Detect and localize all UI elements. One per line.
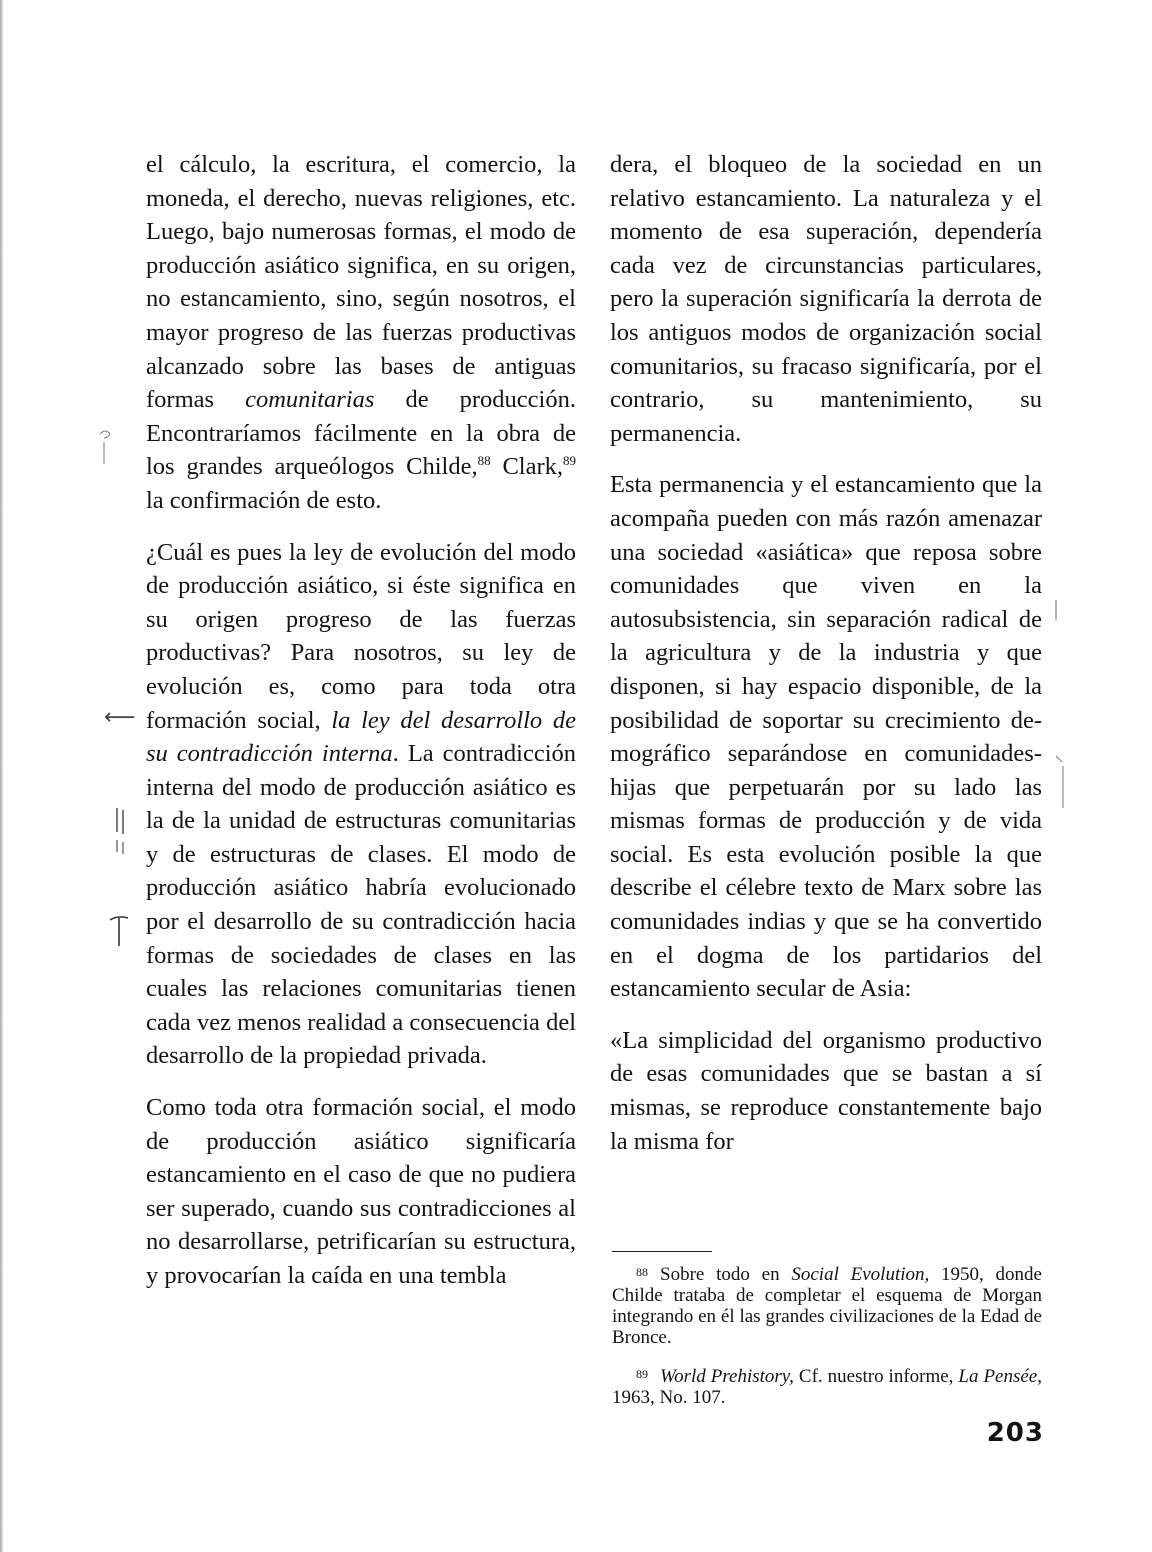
text-run: dera, el bloqueo de la sociedad en un relativo estancamiento. La naturaleza y el momento de esa superación, dependería cada vez de circunstancias particulares, pero la superación significaría la derrota de los antiguos modos de organización social comunitarios, su fracaso significaría, por el contrario, su mantenimiento, su permanencia. xyxy=(610,151,1042,447)
scan-edge xyxy=(0,0,3,1552)
margin-t-mark-icon xyxy=(108,912,130,948)
paragraph xyxy=(610,1024,1042,1158)
left-column xyxy=(146,148,576,1311)
margin-double-bar-icon xyxy=(114,808,126,858)
paragraph xyxy=(146,1091,576,1293)
footnote-89 xyxy=(612,1364,1042,1408)
footnote-ref-89[interactable]: 89 xyxy=(563,453,576,469)
text-run: el cálculo, la escritura, el comercio, la moneda, el derecho, nuevas religiones, etc. Luego, bajo numerosas formas, el modo de producción asiático significa, en su origen, no estancamiento, sino, según nosotros, el mayor progreso de las fuerzas productivas alcanzado sobre las bases de antiguas formas xyxy=(146,151,576,414)
footnote-ref-88[interactable]: 88 xyxy=(477,453,491,469)
text-run: Clark, xyxy=(490,453,563,481)
paragraph xyxy=(146,148,576,518)
text-run: Cf. nuestro informe, xyxy=(793,1366,959,1387)
page-number: 203 xyxy=(986,1418,1044,1448)
italic-text: la ley del desarrollo de su contradicción interna xyxy=(146,706,577,768)
text-run: 1950, donde Childe trataba de completar el esquema de Morgan integrando en él las grandes civilizaciones de la Edad de Bronce. xyxy=(612,1264,1042,1348)
footnotes xyxy=(612,1262,1042,1424)
italic-text: comunitarias xyxy=(245,386,375,414)
italic-text: La Pensée, xyxy=(958,1366,1042,1387)
margin-tick-icon xyxy=(1054,752,1068,812)
margin-arrow-icon: ⟵ xyxy=(104,705,136,730)
text-run: Como toda otra formación social, el modo de producción asiático significaría estancamiento en el caso de que no pudiera ser superado, cuando sus contradicciones al no desarrollarse, petrificarían su estructura, y provocarían la caída en una tembla xyxy=(146,1094,576,1289)
text-run: «La simplicidad del organismo productivo de esas comunidades que se bastan a sí mismas, se reproduce constantemente bajo la misma for xyxy=(610,1026,1042,1155)
margin-pencil-mark-icon xyxy=(96,428,116,468)
text-run: ¿Cuál es pues la ley de evolución del modo de producción asiático, si éste significa en su origen progreso de las fuerzas productivas? Para nosotros, su ley de evolución es, como para toda otra formación social, xyxy=(146,538,576,734)
italic-text: World Prehistory, xyxy=(660,1366,794,1387)
text-run: la confirmación de esto. xyxy=(146,486,382,514)
paragraph xyxy=(146,536,576,1074)
italic-text: Social Evolution, xyxy=(791,1264,930,1285)
text-run: de producción. Encontraríamos fácilmente en la obra de los grandes arqueólogos Childe, xyxy=(146,386,576,481)
footnote-number: 88 xyxy=(636,1265,648,1279)
margin-tick-icon xyxy=(1052,600,1060,624)
text-run: 1963, No. 107. xyxy=(612,1387,726,1408)
text-run: Esta permanencia y el estancamiento que la acompaña pueden con más razón amenazar una sociedad «asiática» que reposa sobre comunidades que viven en la autosubsistencia, sin separación radical de la agricultura y de la industria y que disponen, si hay espacio disponible, de la posibilidad de soportar su crecimiento demográfico separándose en comunidades-hijas que perpetuarán por su lado las mismas formas de producción y de vida social. Es esta evolución posible la que describe el célebre texto de Marx sobre las comunidades indias y que se ha convertido en el dogma de los partidarios del estancamiento secular de Asia: xyxy=(610,471,1042,1003)
paragraph xyxy=(610,468,1042,1006)
paragraph xyxy=(610,148,1042,450)
text-run: . La contradicción interna del modo de producción asiático es la de la unidad de estructuras comunitarias y de estructuras de clases. El modo de producción asiático habría evolucionado por el desarrollo de su contradicción hacia formas de sociedades de clases en las cuales las relaciones comunitarias tienen cada vez menos realidad a consecuencia del desarrollo de la propiedad privada. xyxy=(146,740,576,1070)
text-run: Sobre todo en xyxy=(660,1264,792,1285)
footnote-separator xyxy=(612,1251,712,1252)
footnote-number: 89 xyxy=(636,1367,648,1381)
right-column xyxy=(610,148,1042,1176)
footnote-88 xyxy=(612,1262,1042,1348)
